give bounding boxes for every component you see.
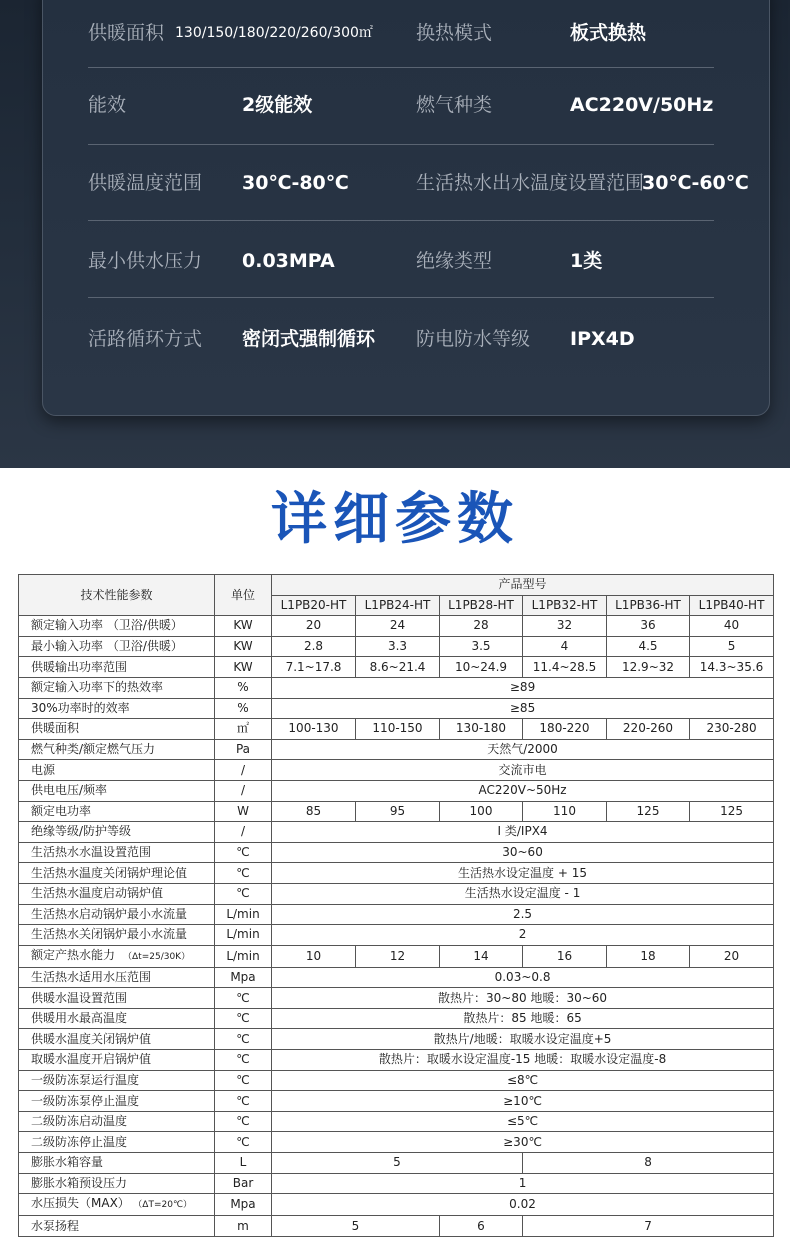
value-cell: 18 <box>607 945 690 967</box>
header-model: 产品型号 <box>272 575 774 596</box>
value-cell: ≥10℃ <box>272 1091 774 1112</box>
param-name: 电源 <box>31 762 56 777</box>
table-row <box>19 1153 774 1174</box>
spec-label: 换热模式 <box>416 22 493 44</box>
table-row <box>19 904 774 925</box>
param-name: 二级防冻启动温度 <box>31 1114 128 1129</box>
value-cell: 230-280 <box>690 719 774 740</box>
param-name-cell <box>19 1091 215 1112</box>
spec-value: 2级能效 <box>242 94 313 116</box>
spec-label: 绝缘类型 <box>416 250 493 272</box>
spec-value: 1类 <box>570 250 603 272</box>
value-cell: 28 <box>440 616 523 637</box>
table-row <box>19 780 774 801</box>
unit-cell: m <box>215 1216 272 1237</box>
table-row <box>19 1008 774 1029</box>
value-cell: 2.5 <box>272 904 774 925</box>
table-row <box>19 1050 774 1071</box>
value-cell: 20 <box>272 616 356 637</box>
value-cell: 7 <box>523 1216 774 1237</box>
param-name: 供暖输出功率范围 <box>31 659 128 674</box>
param-name: 额定产热水能力 <box>31 947 116 962</box>
spec-value: 密闭式强制循环 <box>242 328 376 350</box>
spec-value: 板式换热 <box>570 22 647 44</box>
unit-cell: KW <box>215 616 272 637</box>
spec-row <box>88 144 749 222</box>
value-cell: 30~60 <box>272 842 774 863</box>
spec-panel-section <box>0 0 790 468</box>
param-name: 生活热水水温设置范围 <box>31 845 152 860</box>
param-name-cell <box>19 1173 215 1194</box>
value-cell: 10 <box>272 945 356 967</box>
value-cell: 32 <box>523 616 607 637</box>
value-cell: 生活热水设定温度 + 15 <box>272 863 774 884</box>
param-name: 生活热水关闭锅炉最小水流量 <box>31 927 188 942</box>
param-name: 额定输入功率 （卫浴/供暖） <box>31 618 183 633</box>
param-name: 生活热水启动锅炉最小水流量 <box>31 906 188 921</box>
model-header: L1PB28-HT <box>440 595 523 616</box>
param-name: 供电电压/频率 <box>31 783 108 798</box>
table-row <box>19 967 774 988</box>
param-name-cell <box>19 760 215 781</box>
spec-divider <box>88 67 714 68</box>
unit-cell: ℃ <box>215 883 272 904</box>
value-cell: 2 <box>272 925 774 946</box>
param-name-cell <box>19 677 215 698</box>
table-row <box>19 863 774 884</box>
parameter-table <box>18 574 774 1237</box>
value-cell: 4.5 <box>607 636 690 657</box>
param-name: 膨胀水箱容量 <box>31 1155 104 1170</box>
param-note: （ΔT=20℃） <box>137 1200 193 1211</box>
value-cell: 130-180 <box>440 719 523 740</box>
value-cell: 散热片：30~80 地暖：30~60 <box>272 988 774 1009</box>
unit-cell: L/min <box>215 945 272 967</box>
value-cell: ≥89 <box>272 677 774 698</box>
param-name-cell <box>19 863 215 884</box>
value-cell: 8.6~21.4 <box>356 657 440 678</box>
value-cell: 8 <box>523 1153 774 1174</box>
unit-cell: ℃ <box>215 1091 272 1112</box>
param-name-cell <box>19 739 215 760</box>
table-row <box>19 1173 774 1194</box>
param-name-cell <box>19 1070 215 1091</box>
value-cell: 40 <box>690 616 774 637</box>
value-cell: ≤8℃ <box>272 1070 774 1091</box>
spec-label: 防电防水等级 <box>416 328 531 350</box>
param-name-cell <box>19 1008 215 1029</box>
table-row <box>19 1070 774 1091</box>
value-cell: 5 <box>690 636 774 657</box>
param-name-cell <box>19 904 215 925</box>
unit-cell: Bar <box>215 1173 272 1194</box>
param-name: 30%功率时的效率 <box>31 700 130 715</box>
param-name-cell <box>19 883 215 904</box>
spec-value: 30℃-60℃ <box>642 172 749 194</box>
table-row <box>19 739 774 760</box>
value-cell: 5 <box>272 1153 523 1174</box>
model-header: L1PB24-HT <box>356 595 440 616</box>
header-unit: 单位 <box>215 575 272 616</box>
value-cell: 5 <box>272 1216 440 1237</box>
value-cell: 14 <box>440 945 523 967</box>
spec-value: 130/150/180/220/260/300㎡ <box>175 25 373 41</box>
table-row <box>19 698 774 719</box>
param-name: 绝缘等级/防护等级 <box>31 824 132 839</box>
spec-label: 供暖温度范围 <box>88 172 203 194</box>
spec-label: 供暖面积 <box>88 22 165 44</box>
model-header: L1PB36-HT <box>607 595 690 616</box>
spec-label: 生活热水出水温度设置范围 <box>416 172 645 194</box>
value-cell: 0.03~0.8 <box>272 967 774 988</box>
spec-value: AC220V/50Hz <box>570 94 714 116</box>
unit-cell: KW <box>215 657 272 678</box>
value-cell: 交流市电 <box>272 760 774 781</box>
param-name: 生活热水适用水压范围 <box>31 969 152 984</box>
param-name: 二级防冻停止温度 <box>31 1134 128 1149</box>
spec-value: IPX4D <box>570 328 635 350</box>
spec-label: 能效 <box>88 94 127 116</box>
value-cell: 100 <box>440 801 523 822</box>
unit-cell: ℃ <box>215 1008 272 1029</box>
unit-cell: % <box>215 698 272 719</box>
value-cell: 14.3~35.6 <box>690 657 774 678</box>
value-cell: 2.8 <box>272 636 356 657</box>
table-row <box>19 677 774 698</box>
unit-cell: ℃ <box>215 1132 272 1153</box>
param-name: 供暖面积 <box>31 721 80 736</box>
table-row <box>19 719 774 740</box>
value-cell: ≥85 <box>272 698 774 719</box>
unit-cell: L/min <box>215 925 272 946</box>
param-name-cell <box>19 842 215 863</box>
spec-row <box>88 0 714 72</box>
table-row <box>19 925 774 946</box>
value-cell: 7.1~17.8 <box>272 657 356 678</box>
value-cell: 16 <box>523 945 607 967</box>
value-cell: 0.02 <box>272 1194 774 1216</box>
table-row <box>19 657 774 678</box>
unit-cell: ℃ <box>215 988 272 1009</box>
value-cell: 24 <box>356 616 440 637</box>
param-name-cell <box>19 945 215 967</box>
param-name: 最小输入功率 （卫浴/供暖） <box>31 639 183 654</box>
param-name-cell <box>19 1132 215 1153</box>
value-cell: 12 <box>356 945 440 967</box>
param-name: 一级防冻泵运行温度 <box>31 1072 140 1087</box>
value-cell: 天然气/2000 <box>272 739 774 760</box>
value-cell: 10~24.9 <box>440 657 523 678</box>
param-name-cell <box>19 988 215 1009</box>
param-name-cell <box>19 1194 215 1216</box>
unit-cell: KW <box>215 636 272 657</box>
value-cell: 11.4~28.5 <box>523 657 607 678</box>
param-name-cell <box>19 967 215 988</box>
param-name-cell <box>19 1111 215 1132</box>
spec-value: 30℃-80℃ <box>242 172 349 194</box>
param-name: 额定输入功率下的热效率 <box>31 680 164 695</box>
param-name-cell <box>19 801 215 822</box>
value-cell: 生活热水设定温度 - 1 <box>272 883 774 904</box>
value-cell: 125 <box>607 801 690 822</box>
value-cell: 100-130 <box>272 719 356 740</box>
value-cell: I 类/IPX4 <box>272 822 774 843</box>
spec-divider <box>88 297 714 298</box>
spec-label: 燃气种类 <box>416 94 493 116</box>
table-row <box>19 1091 774 1112</box>
param-name-cell <box>19 780 215 801</box>
unit-cell: ℃ <box>215 1029 272 1050</box>
value-cell: 180-220 <box>523 719 607 740</box>
value-cell: 4 <box>523 636 607 657</box>
value-cell: 36 <box>607 616 690 637</box>
table-row <box>19 822 774 843</box>
unit-cell: Mpa <box>215 1194 272 1216</box>
value-cell: 95 <box>356 801 440 822</box>
table-row <box>19 760 774 781</box>
table-row <box>19 883 774 904</box>
param-name: 额定电功率 <box>31 803 92 818</box>
unit-cell: / <box>215 780 272 801</box>
unit-cell: ℃ <box>215 863 272 884</box>
value-cell: 6 <box>440 1216 523 1237</box>
value-cell: 85 <box>272 801 356 822</box>
table-row <box>19 988 774 1009</box>
param-name-cell <box>19 719 215 740</box>
value-cell: 12.9~32 <box>607 657 690 678</box>
param-name-cell <box>19 1153 215 1174</box>
param-name-cell <box>19 1216 215 1237</box>
unit-cell: Mpa <box>215 967 272 988</box>
param-name: 供暖水温度关闭锅炉值 <box>31 1031 152 1046</box>
unit-cell: ℃ <box>215 1050 272 1071</box>
param-name-cell <box>19 925 215 946</box>
table-row <box>19 1132 774 1153</box>
value-cell: ≤5℃ <box>272 1111 774 1132</box>
unit-cell: / <box>215 760 272 781</box>
value-cell: 110 <box>523 801 607 822</box>
value-cell: 散热片/地暖：取暖水设定温度+5 <box>272 1029 774 1050</box>
param-name: 取暖水温度开启锅炉值 <box>31 1052 152 1067</box>
table-row <box>19 1194 774 1216</box>
unit-cell: / <box>215 822 272 843</box>
table-row <box>19 842 774 863</box>
spec-row <box>88 222 714 300</box>
header-param: 技术性能参数 <box>19 575 215 616</box>
unit-cell: % <box>215 677 272 698</box>
param-name: 水压损失（MAX） <box>31 1196 130 1211</box>
param-name-cell <box>19 698 215 719</box>
param-name-cell <box>19 1029 215 1050</box>
unit-cell: L/min <box>215 904 272 925</box>
table-row <box>19 636 774 657</box>
spec-label: 活路循环方式 <box>88 328 203 350</box>
table-row <box>19 616 774 637</box>
value-cell: 1 <box>272 1173 774 1194</box>
param-name-cell <box>19 616 215 637</box>
value-cell: 110-150 <box>356 719 440 740</box>
param-name: 供暖用水最高温度 <box>31 1011 128 1026</box>
parameter-table-wrapper <box>18 574 773 1233</box>
param-name-cell <box>19 822 215 843</box>
model-header: L1PB32-HT <box>523 595 607 616</box>
param-note: （Δt=25/30K） <box>123 951 191 962</box>
param-name-cell <box>19 636 215 657</box>
param-name: 一级防冻泵停止温度 <box>31 1093 140 1108</box>
unit-cell: ℃ <box>215 1070 272 1091</box>
value-cell: 220-260 <box>607 719 690 740</box>
value-cell: AC220V~50Hz <box>272 780 774 801</box>
value-cell: 散热片：85 地暖：65 <box>272 1008 774 1029</box>
value-cell: 20 <box>690 945 774 967</box>
value-cell: 散热片：取暖水设定温度-15 地暖：取暖水设定温度-8 <box>272 1050 774 1071</box>
param-name: 生活热水温度启动锅炉值 <box>31 886 164 901</box>
spec-value: 0.03MPA <box>242 250 335 272</box>
param-name: 膨胀水箱预设压力 <box>31 1175 128 1190</box>
table-row <box>19 1111 774 1132</box>
unit-cell: Pa <box>215 739 272 760</box>
unit-cell: W <box>215 801 272 822</box>
table-row <box>19 1216 774 1237</box>
value-cell: 125 <box>690 801 774 822</box>
param-name: 供暖水温设置范围 <box>31 990 128 1005</box>
value-cell: 3.5 <box>440 636 523 657</box>
unit-cell: ℃ <box>215 1111 272 1132</box>
unit-cell: L <box>215 1153 272 1174</box>
table-row <box>19 1029 774 1050</box>
param-name: 燃气种类/额定燃气压力 <box>31 742 156 757</box>
unit-cell: ㎡ <box>215 719 272 740</box>
table-header-row <box>19 575 774 596</box>
table-row <box>19 945 774 967</box>
section-heading: 详细参数 <box>271 487 519 552</box>
spec-divider <box>88 144 714 145</box>
value-cell: 3.3 <box>356 636 440 657</box>
param-name: 水泵扬程 <box>31 1218 80 1233</box>
param-name: 生活热水温度关闭锅炉理论值 <box>31 865 188 880</box>
unit-cell: ℃ <box>215 842 272 863</box>
value-cell: ≥30℃ <box>272 1132 774 1153</box>
model-header: L1PB40-HT <box>690 595 774 616</box>
spec-row <box>88 300 714 378</box>
model-header: L1PB20-HT <box>272 595 356 616</box>
param-name-cell <box>19 657 215 678</box>
table-row <box>19 801 774 822</box>
param-name-cell <box>19 1050 215 1071</box>
spec-divider <box>88 220 714 221</box>
spec-row <box>88 66 714 144</box>
spec-label: 最小供水压力 <box>88 250 203 272</box>
